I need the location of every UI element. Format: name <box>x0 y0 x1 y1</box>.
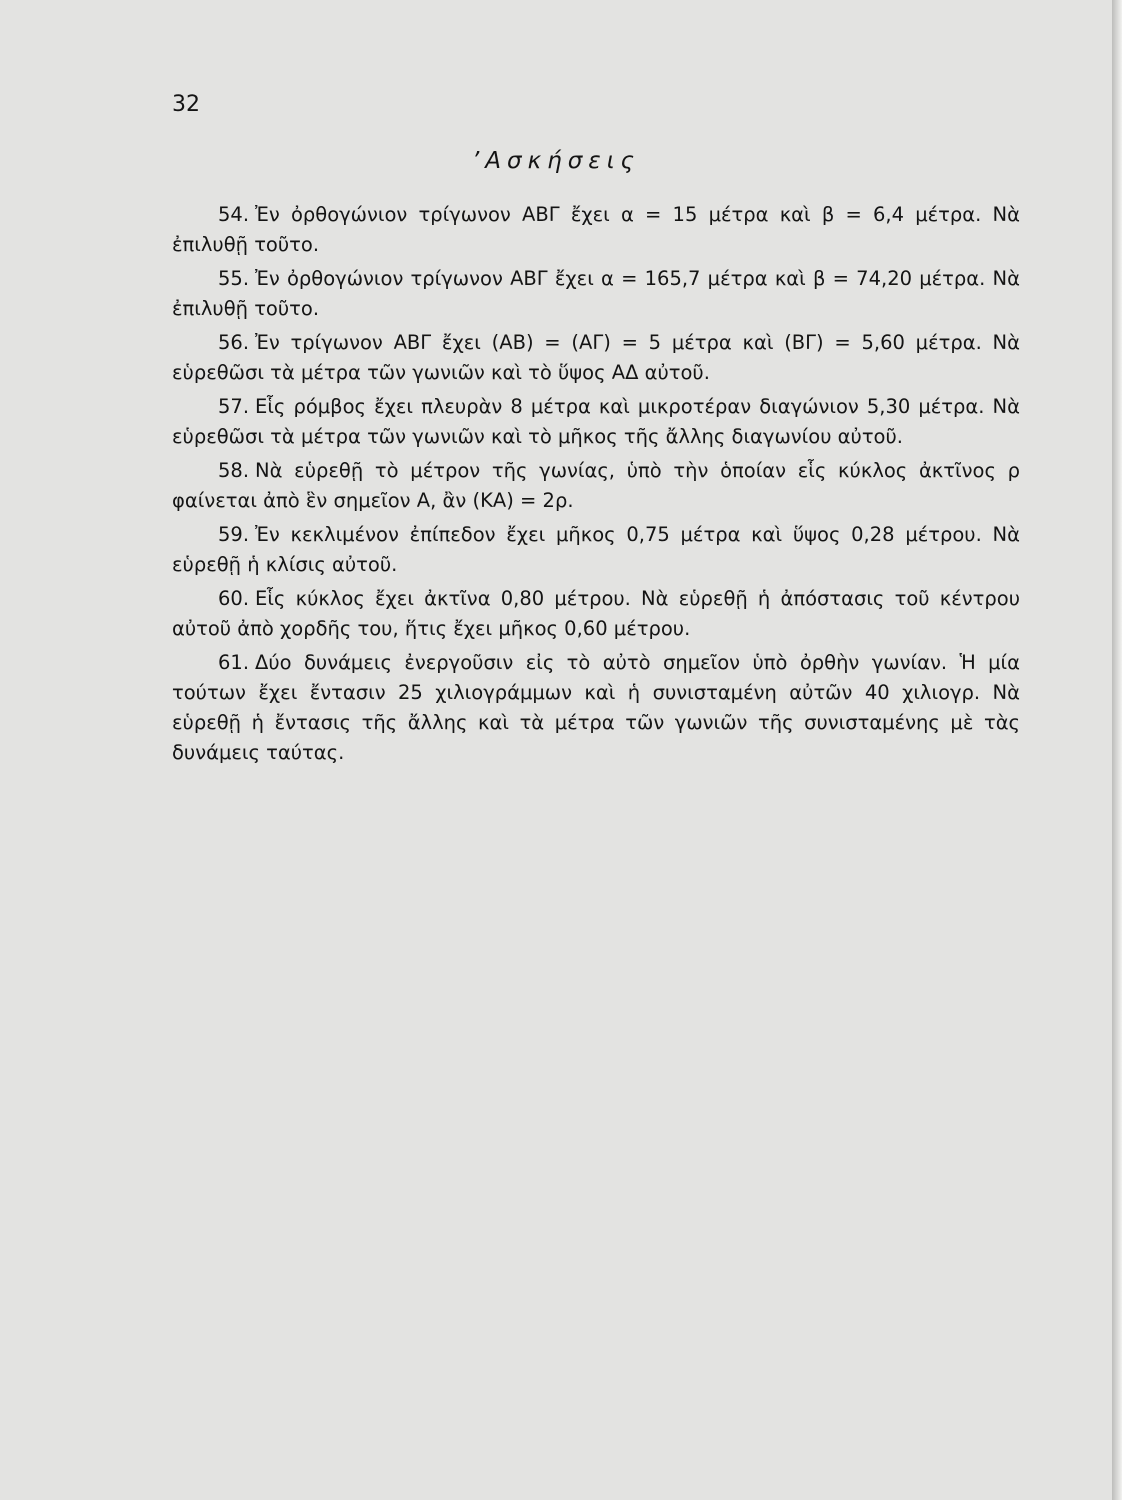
exercise-number: 61. <box>218 651 250 674</box>
exercise-number: 55. <box>218 267 250 290</box>
exercise-number: 59. <box>218 523 250 546</box>
exercise-57 <box>172 392 1020 452</box>
exercise-number: 54. <box>218 203 250 226</box>
exercise-list <box>172 200 1020 772</box>
exercise-61 <box>172 648 1020 768</box>
exercise-text: Ἐν ὀρθογώνιον τρίγωνον ΑΒΓ ἔχει α = 15 μέτρα καὶ β = 6,4 μέτρα. Νὰ ἐπιλυθῇ τοῦτο. <box>172 203 1020 256</box>
exercise-58 <box>172 456 1020 516</box>
exercise-59 <box>172 520 1020 580</box>
exercise-55 <box>172 264 1020 324</box>
exercise-text: Νὰ εὑρεθῇ τὸ μέτρον τῆς γωνίας, ὑπὸ τὴν ὁποίαν εἷς κύκλος ἀκτῖνος ρ φαίνεται ἀπὸ ἓν σημεῖον Α, ἂν (ΚΑ) = 2ρ. <box>172 459 1020 512</box>
exercise-text: Εἷς κύκλος ἔχει ἀκτῖνα 0,80 μέτρου. Νὰ εὑρεθῇ ἡ ἀπόστασις τοῦ κέντρου αὐτοῦ ἀπὸ χορδῆς του, ἥτις ἔχει μῆκος 0,60 μέτρου. <box>172 587 1020 640</box>
exercise-number: 56. <box>218 331 250 354</box>
section-heading: ’Ασκήσεις <box>471 148 641 174</box>
exercise-54 <box>172 200 1020 260</box>
exercise-text: Δύο δυνάμεις ἐνεργοῦσιν εἰς τὸ αὐτὸ σημεῖον ὑπὸ ὀρθὴν γωνίαν. Ἡ μία τούτων ἔχει ἔντασιν 25 χιλιογράμμων καὶ ἡ συνισταμένη αὐτῶν 40 χιλιογρ. Νὰ εὑρεθῇ ἡ ἔντασις τῆς ἄλλης καὶ τὰ μέτρα τῶν γωνιῶν τῆς συνισταμένης μὲ τὰς δυνάμεις ταύτας. <box>172 651 1020 764</box>
exercise-number: 57. <box>218 395 250 418</box>
page-number: 32 <box>172 92 200 117</box>
exercise-60 <box>172 584 1020 644</box>
exercise-text: Εἷς ρόμβος ἔχει πλευρὰν 8 μέτρα καὶ μικροτέραν διαγώνιον 5,30 μέτρα. Νὰ εὑρεθῶσι τὰ μέτρα τῶν γωνιῶν καὶ τὸ μῆκος τῆς ἄλλης διαγωνίου αὐτοῦ. <box>172 395 1020 448</box>
exercise-text: Ἐν τρίγωνον ΑΒΓ ἔχει (ΑΒ) = (ΑΓ) = 5 μέτρα καὶ (ΒΓ) = 5,60 μέτρα. Νὰ εὑρεθῶσι τὰ μέτρα τῶν γωνιῶν καὶ τὸ ὕψος ΑΔ αὐτοῦ. <box>172 331 1020 384</box>
exercise-text: Ἐν ὀρθογώνιον τρίγωνον ΑΒΓ ἔχει α = 165,7 μέτρα καὶ β = 74,20 μέτρα. Νὰ ἐπιλυθῇ τοῦτο. <box>172 267 1020 320</box>
page-edge <box>1112 0 1122 1500</box>
exercise-text: Ἐν κεκλιμένον ἐπίπεδον ἔχει μῆκος 0,75 μέτρα καὶ ὕψος 0,28 μέτρου. Νὰ εὑρεθῇ ἡ κλίσις αὐτοῦ. <box>172 523 1020 576</box>
exercise-56 <box>172 328 1020 388</box>
exercise-number: 60. <box>218 587 250 610</box>
exercise-number: 58. <box>218 459 250 482</box>
